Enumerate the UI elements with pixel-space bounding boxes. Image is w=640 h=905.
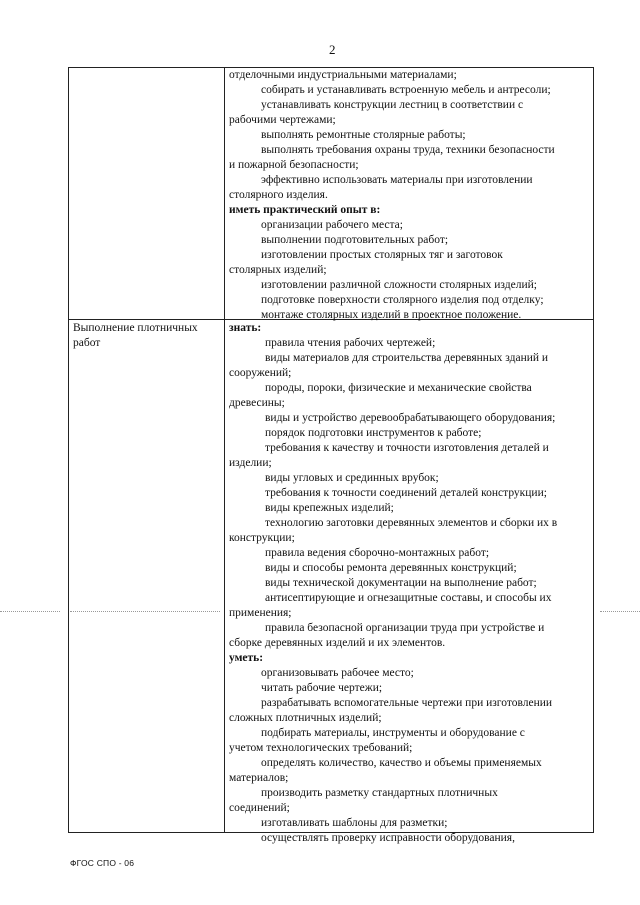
text-line: выполнении подготовительных работ; <box>261 234 449 246</box>
text-line: отделочными индустриальными материалами; <box>229 69 457 81</box>
text-line: эффективно использовать материалы при изготовлении <box>261 174 533 186</box>
page-number: 2 <box>329 42 336 57</box>
text-line: древесины; <box>229 397 285 409</box>
competency-table <box>68 67 594 844</box>
text-line: виды и способы ремонта деревянных конструкций; <box>265 562 517 574</box>
text-line: читать рабочие чертежи; <box>261 682 383 694</box>
text-line: выполнять ремонтные столярные работы; <box>261 129 466 141</box>
column-divider <box>224 68 225 832</box>
text-line: виды технической документации на выполнение работ; <box>265 577 537 589</box>
text-line: требования к качеству и точности изготовления деталей и <box>265 442 549 454</box>
text-line: породы, пороки, физические и механические свойства <box>265 382 532 394</box>
text-line: изготавливать шаблоны для разметки; <box>261 817 448 829</box>
text-line: порядок подготовки инструментов к работе; <box>265 427 482 439</box>
text-line: собирать и устанавливать встроенную мебель и антресоли; <box>261 84 551 96</box>
text-line: организовывать рабочее место; <box>261 667 414 679</box>
text-line: правила безопасной организации труда при устройстве и <box>265 622 545 634</box>
text-line: учетом технологических требований; <box>229 742 413 754</box>
text-line: столярного изделия. <box>229 189 328 201</box>
text-line: технологию заготовки деревянных элементов и сборки их в <box>265 517 558 529</box>
section-heading: иметь практический опыт в: <box>229 204 381 216</box>
text-line: материалов; <box>229 772 289 784</box>
text-line: подбирать материалы, инструменты и оборудование с <box>261 727 525 739</box>
text-line: соединений; <box>229 802 290 814</box>
text-line: столярных изделий; <box>229 264 327 276</box>
text-line: сложных плотничных изделий; <box>229 712 382 724</box>
text-line: организации рабочего места; <box>261 219 403 231</box>
scan-artifact <box>70 611 220 612</box>
text-line: правила ведения сборочно-монтажных работ; <box>265 547 490 559</box>
text-line: рабочими чертежами; <box>229 114 336 126</box>
section-heading: знать: <box>229 322 262 334</box>
section-heading: уметь: <box>229 652 264 664</box>
activity-title-line: Выполнение плотничных <box>73 322 198 334</box>
text-line: и пожарной безопасности; <box>229 159 359 171</box>
text-line: изготовлении различной сложности столярных изделий; <box>261 279 537 291</box>
text-line: конструкции; <box>229 532 295 544</box>
text-line: правила чтения рабочих чертежей; <box>265 337 436 349</box>
row1-content-cell <box>229 68 591 323</box>
text-line: подготовке поверхности столярного изделия под отделку; <box>261 294 544 306</box>
text-line: антисептирующие и огнезащитные составы, и способы их <box>265 592 552 604</box>
text-line: устанавливать конструкции лестниц в соответствии с <box>261 99 524 111</box>
text-line: изделии; <box>229 457 272 469</box>
text-line: монтаже столярных изделий в проектное положение. <box>261 309 522 321</box>
text-line: определять количество, качество и объемы применяемых <box>261 757 542 769</box>
text-line: применения; <box>229 607 292 619</box>
text-line: сооружений; <box>229 367 292 379</box>
scan-artifact <box>600 611 640 612</box>
text-line: виды угловых и срединных врубок; <box>265 472 439 484</box>
activity-title-line: работ <box>73 337 101 349</box>
text-line: требования к точности соединений деталей конструкции; <box>265 487 547 499</box>
text-line: изготовлении простых столярных тяг и заготовок <box>261 249 503 261</box>
text-line: сборке деревянных изделий и их элементов. <box>229 637 446 649</box>
text-line: осуществлять проверку исправности оборудования, <box>261 832 515 844</box>
row2-activity-cell <box>73 321 219 351</box>
footer-code: ФГОС СПО - 06 <box>70 858 135 868</box>
row2-content-cell <box>229 321 591 846</box>
text-line: разрабатывать вспомогательные чертежи при изготовлении <box>261 697 553 709</box>
text-line: производить разметку стандартных плотничных <box>261 787 498 799</box>
scan-artifact <box>0 611 60 612</box>
text-line: виды крепежных изделий; <box>265 502 394 514</box>
text-line: выполнять требования охраны труда, техники безопасности <box>261 144 555 156</box>
text-line: виды материалов для строительства деревянных зданий и <box>265 352 549 364</box>
text-line: виды и устройство деревообрабатывающего оборудования; <box>265 412 556 424</box>
